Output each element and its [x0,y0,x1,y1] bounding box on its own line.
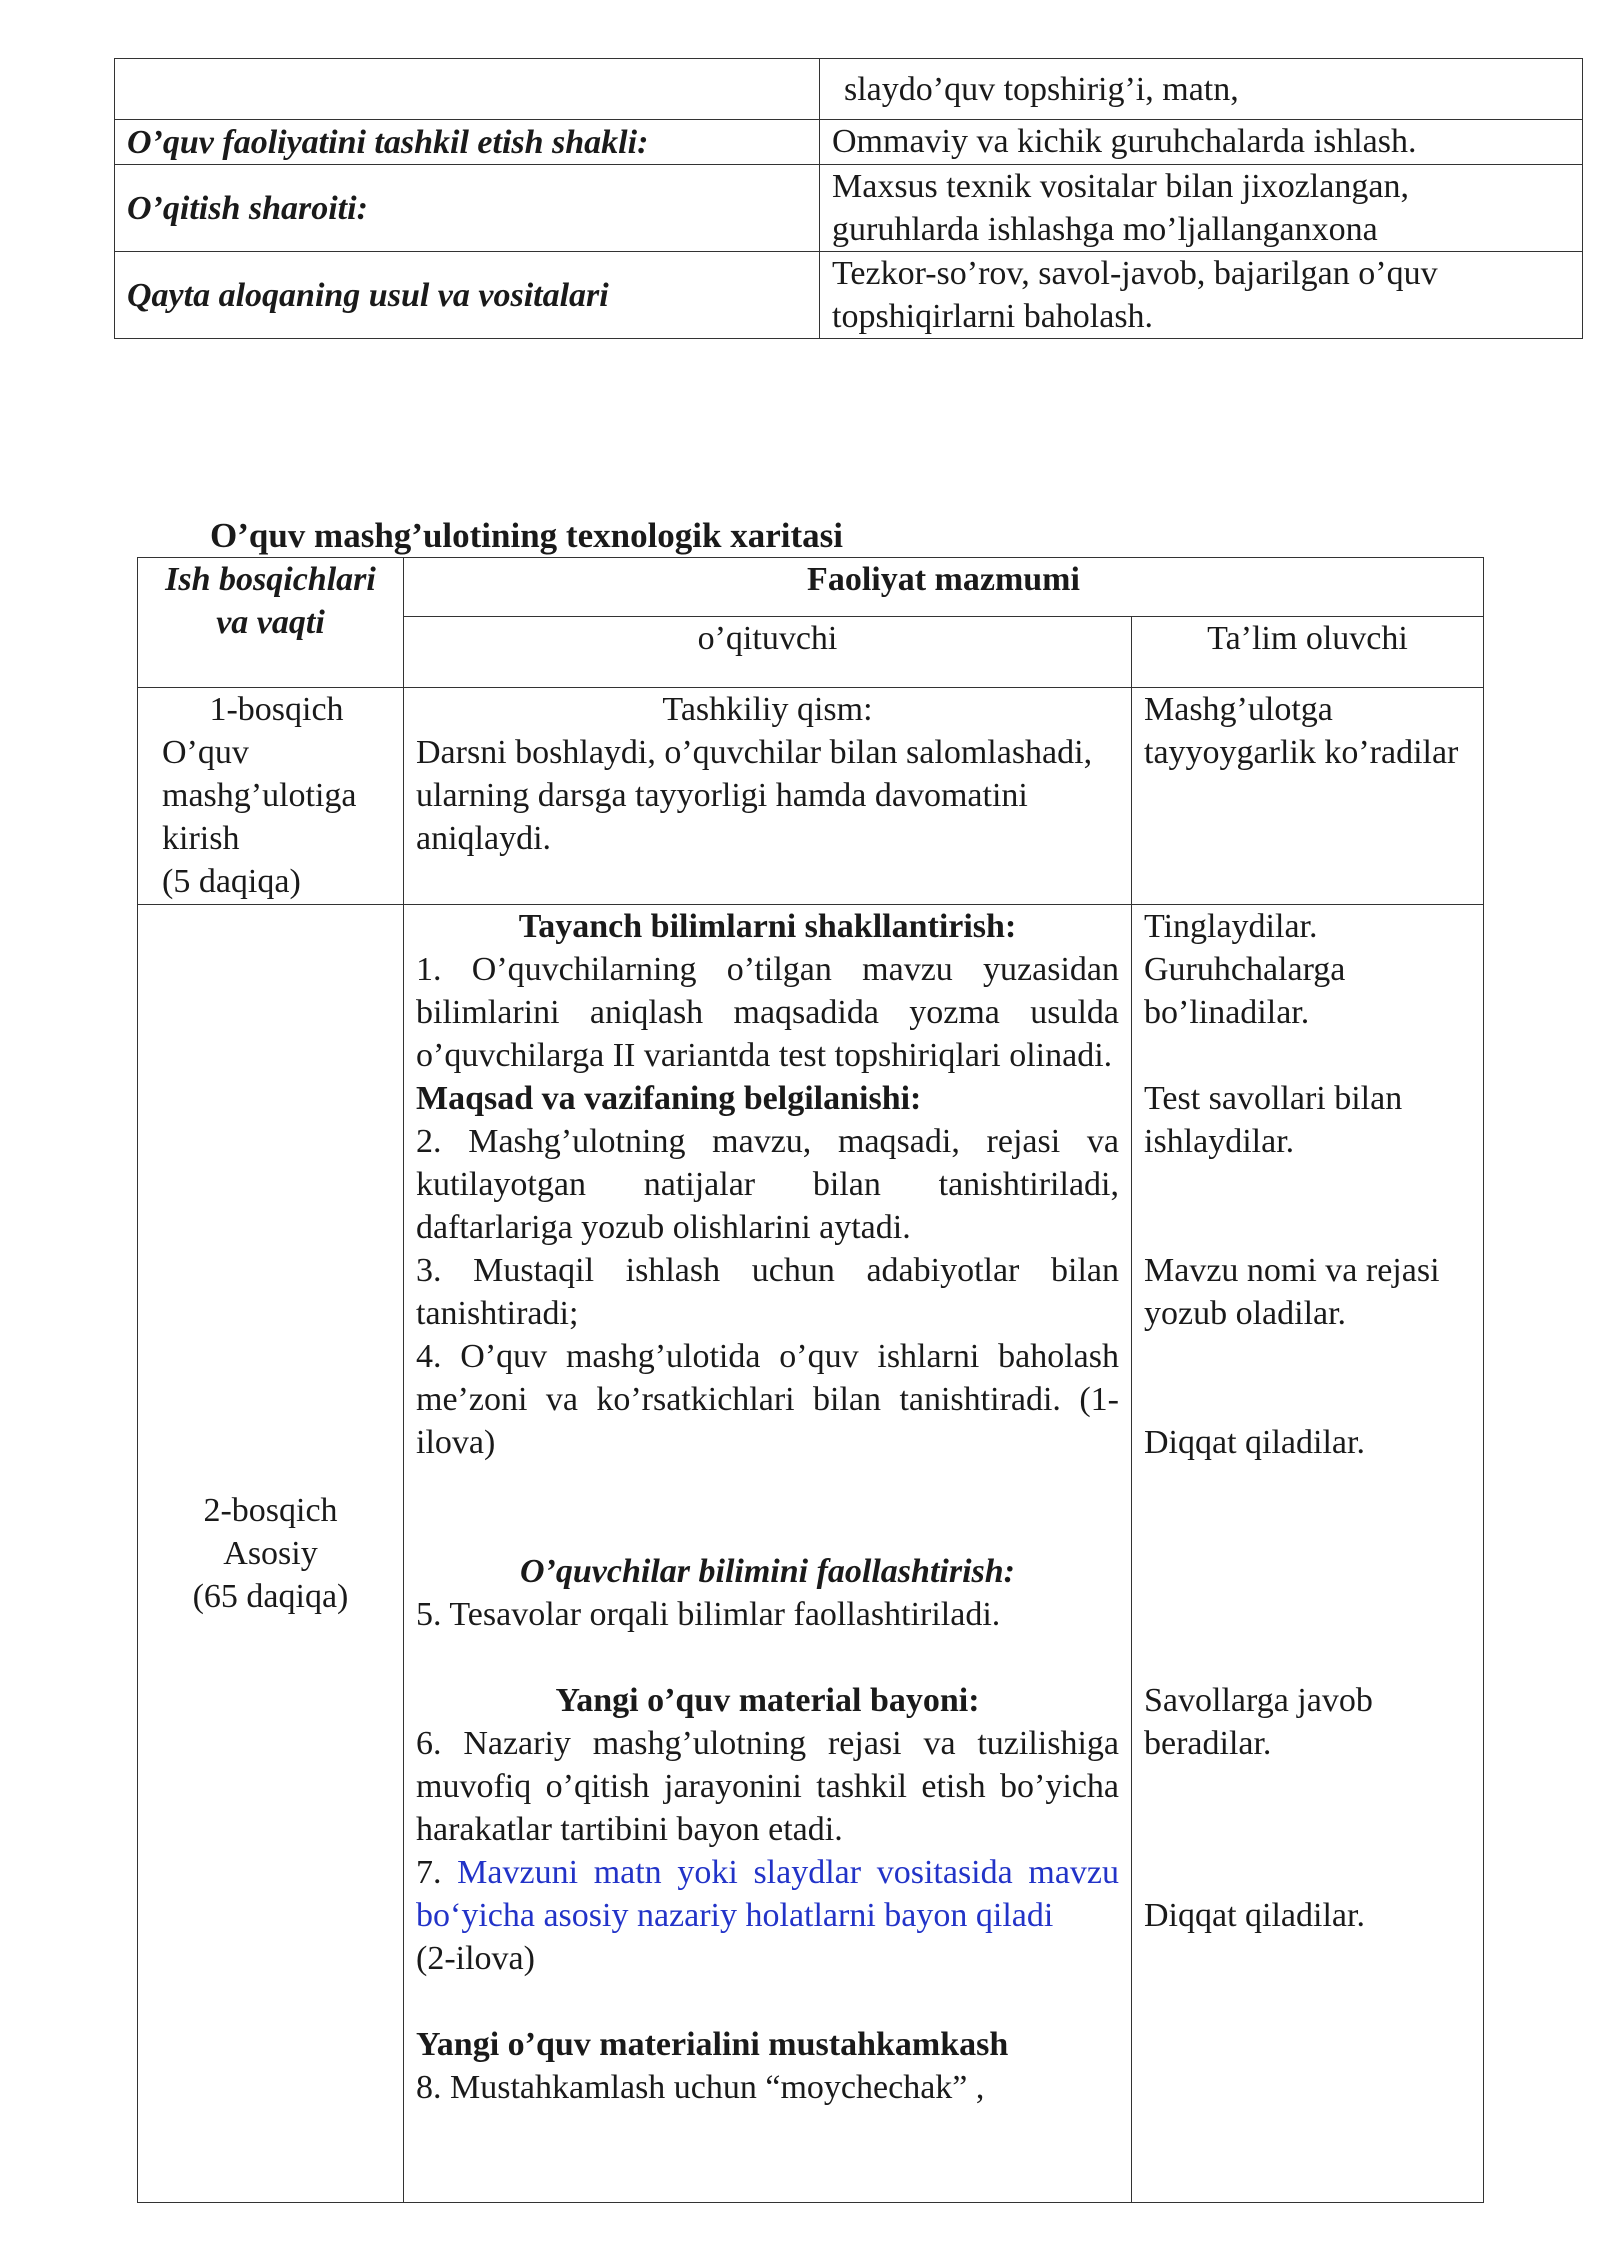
teacher-item: 4. O’quv mashg’ulotida o’quv ishlarni baholash me’zoni va ko’rsatkichlari bilan tanishtiradi. (1-ilova) [416,1338,1119,1461]
teacher-item [416,1851,1119,1937]
info-label [115,59,820,120]
info-value: Ommaviy va kichik guruhchalarda ishlash. [820,120,1583,165]
info-label: Qayta aloqaning usul va vositalari [115,252,820,339]
student-action: Savollarga javob beradilar. [1144,1682,1373,1762]
stage-line: 2-bosqich [203,1492,338,1529]
technology-map-title: O’quv mashg’ulotining texnologik xaritasi [210,516,844,555]
info-row [115,59,1583,120]
student-action: Test savollari bilan ishlaydilar. [1144,1080,1403,1160]
teacher-header: o’qituvchi [404,617,1132,688]
info-value-line: guruhlarda ishlashga mo’ljallanganxona [832,211,1378,248]
section-heading: Maqsad va vazifaning belgilanishi: [416,1080,922,1117]
student-action: Tinglaydilar. [1144,908,1318,945]
stage-2-teacher-cell [404,905,1132,2203]
info-value-line: Tezkor-so’rov, savol-javob, bajarilgan o’quv [832,255,1438,292]
section-heading: Tayanch bilimlarni shakllantirish: [518,908,1017,945]
stage-line: (65 daqiqa) [192,1578,349,1615]
activity-content-header: Faoliyat mazmumi [404,558,1484,617]
stage-2-row [138,905,1484,2203]
student-action: Mavzu nomi va rejasi yozub oladilar. [1144,1252,1440,1332]
stage-2-student-cell [1132,905,1484,2203]
item-text-highlight: Mavzuni matn yoki slaydlar vositasida mavzu bo‘yicha asosiy nazariy holatlarni bayon qiladi [416,1854,1120,1934]
stage-line: (5 daqiqa) [162,863,301,900]
stage-line: mashg’ulotiga [162,777,357,814]
stage-line: O’quv [162,734,249,771]
stage-1-student-cell: Mashg’ulotga tayyoygarlik ko’radilar [1132,688,1484,905]
stage-1-row [138,688,1484,905]
info-label: O’qitish sharoiti: [115,165,820,252]
teacher-item: 8. Mustahkamlash uchun “moychechak” , [416,2069,985,2106]
info-row [115,252,1583,339]
teacher-item: 2. Mashg’ulotning mavzu, maqsadi, rejasi va kutilayotgan natijalar bilan tanishtiriladi, daftarlariga yozub olishlarini aytadi. [416,1123,1119,1246]
teacher-item: 3. Mustaqil ishlash uchun adabiyotlar bilan tanishtiradi; [416,1252,1119,1332]
student-action: Diqqat qiladilar. [1144,1424,1365,1461]
student-action: Diqqat qiladilar. [1144,1897,1365,1934]
lesson-info-table [114,58,1583,339]
info-value-line: topshiqirlarni baholash. [832,298,1154,335]
stage-header [138,558,404,688]
stage-1-teacher-cell [404,688,1132,905]
student-header: Ta’lim oluvchi [1132,617,1484,688]
section-heading: Yangi o’quv material bayoni: [555,1682,980,1719]
stage-1-cell [138,688,404,905]
header-row [138,558,1484,617]
stage-line: Asosiy [223,1535,318,1572]
info-row [115,120,1583,165]
info-value: slaydo’quv topshirig’i, matn, [820,59,1583,120]
info-value [820,165,1583,252]
student-action: Guruhchalarga bo’linadilar. [1144,951,1346,1031]
section-heading: Yangi o’quv materialini mustahkamkash [416,2026,1009,2063]
annex-reference: (2-ilova) [416,1940,535,1977]
section-heading: O’quvchilar bilimini faollashtirish: [520,1553,1015,1590]
stage-line: 1-bosqich [209,691,344,728]
stage-header-line: Ish bosqichlari [165,561,376,598]
info-row [115,165,1583,252]
teacher-item: 1. O’quvchilarning o’tilgan mavzu yuzasidan bilimlarini aniqlash maqsadida yozma usulda o’quvchilarga II variantda test topshiriqlari olinadi. [416,951,1119,1074]
stage-header-line: va vaqti [216,604,325,641]
teacher-text: Darsni boshlaydi, o’quvchilar bilan salomlashadi, ularning darsga tayyorligi hamda davomatini aniqlaydi. [416,734,1093,857]
info-label: O’quv faoliyatini tashkil etish shakli: [115,120,820,165]
section-heading: Tashkiliy qism: [662,691,873,728]
info-value-line: Maxsus texnik vositalar bilan jixozlangan, [832,168,1409,205]
teacher-item: 5. Tesavolar orqali bilimlar faollashtiriladi. [416,1596,1001,1633]
item-number: 7. [416,1854,442,1891]
technology-map-table [137,557,1484,2203]
stage-line: kirish [162,820,240,857]
stage-2-cell [138,905,404,2203]
info-value [820,252,1583,339]
teacher-item: 6. Nazariy mashg’ulotning rejasi va tuzilishiga muvofiq o’qitish jarayonini tashkil etish bo’yicha harakatlar tartibini bayon etadi. [416,1725,1119,1848]
